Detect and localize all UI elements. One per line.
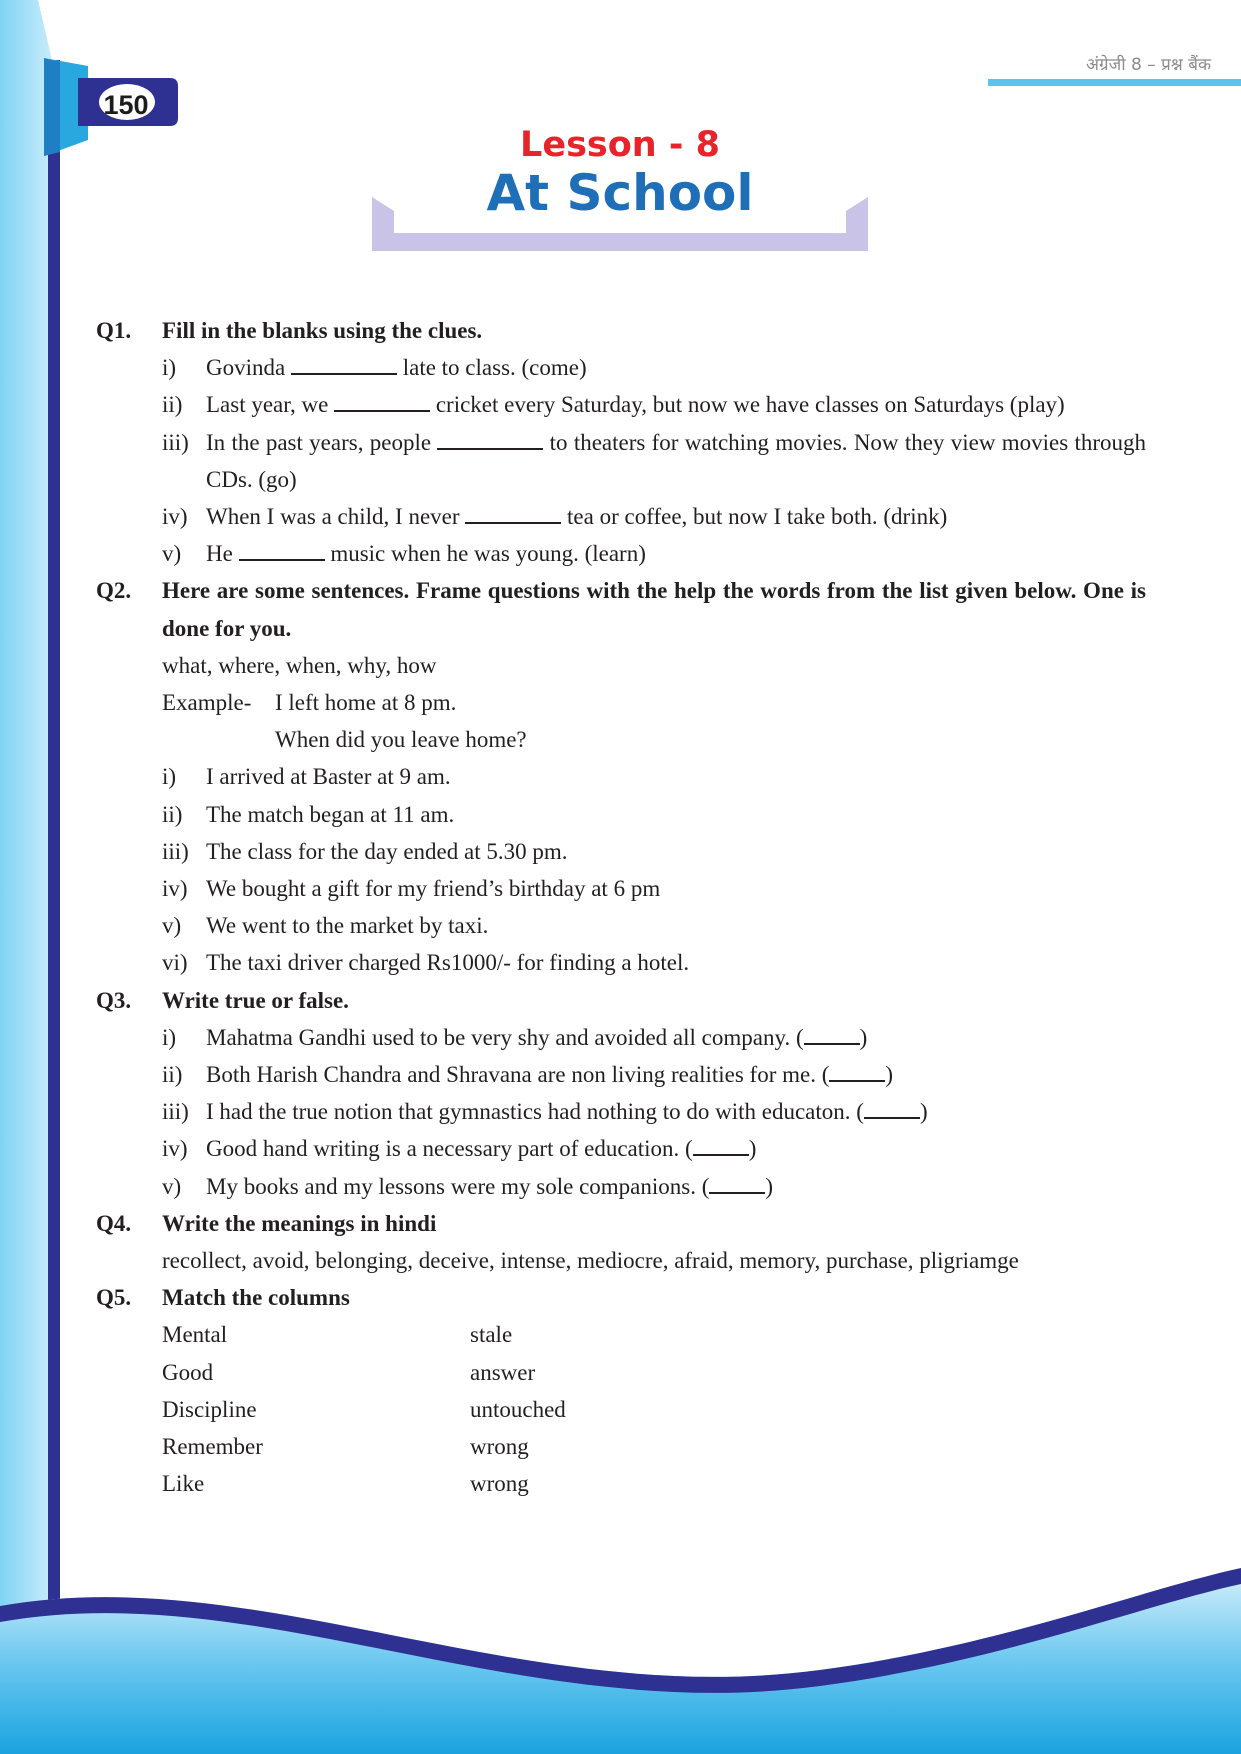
item-text: The taxi driver charged Rs1000/- for finding a hotel.	[206, 950, 690, 976]
bottom-wave-decoration	[0, 1540, 1241, 1754]
item-text: Good hand writing is a necessary part of education. (	[206, 1136, 693, 1162]
column-a-item: Good	[162, 1359, 214, 1385]
worksheet-content	[96, 312, 1146, 1503]
item-text: music when he was young. (learn)	[330, 541, 646, 567]
page-number: 150	[103, 90, 149, 120]
item-text: tea or coffee, but now I take both. (drink)	[567, 504, 948, 530]
list-item	[162, 870, 1146, 907]
question-1	[96, 312, 1146, 349]
match-columns	[162, 1316, 1146, 1502]
question-number: Q3.	[96, 987, 132, 1013]
item-text: Govinda	[206, 355, 286, 381]
column-b-item: stale	[470, 1322, 513, 1348]
column-a-item: Mental	[162, 1322, 228, 1348]
item-number: iv)	[162, 504, 188, 530]
item-text: We went to the market by taxi.	[206, 913, 489, 939]
list-item	[162, 907, 1146, 944]
item-number: i)	[162, 355, 177, 381]
column-b-item: untouched	[470, 1396, 566, 1422]
answer-blank[interactable]	[291, 355, 397, 375]
answer-blank[interactable]	[693, 1136, 749, 1156]
item-text: )	[919, 1099, 928, 1125]
match-row	[162, 1428, 1146, 1465]
column-b-item: wrong	[470, 1471, 529, 1497]
item-number: iii)	[162, 1099, 189, 1125]
word-list: recollect, avoid, belonging, deceive, intense, mediocre, afraid, memory, purchase, pligriamge	[162, 1248, 1019, 1274]
list-item	[162, 1093, 1146, 1130]
item-number: i)	[162, 764, 177, 790]
list-item	[162, 386, 1146, 423]
question-number: Q1.	[96, 318, 132, 343]
example-row	[162, 684, 1146, 721]
answer-blank[interactable]	[864, 1099, 920, 1119]
question-text: Write the meanings in hindi	[162, 1210, 437, 1236]
list-item	[162, 796, 1146, 833]
item-text: )	[859, 1024, 868, 1050]
match-row	[162, 1465, 1146, 1502]
example-label: Example-	[162, 690, 252, 716]
answer-blank[interactable]	[804, 1025, 860, 1045]
question-number: Q5.	[96, 1285, 132, 1311]
column-a-item: Like	[162, 1471, 205, 1497]
list-item	[162, 349, 1146, 386]
item-text: Both Harish Chandra and Shravana are non living realities for me. (	[206, 1062, 830, 1088]
item-number: i)	[162, 1024, 177, 1050]
item-number: v)	[162, 1173, 182, 1199]
answer-blank[interactable]	[334, 392, 430, 412]
item-text: When I was a child, I never	[206, 504, 460, 530]
item-text: )	[885, 1062, 894, 1088]
question-text: Write true or false.	[162, 987, 349, 1013]
item-text: In the past years, people	[206, 429, 432, 455]
list-item	[162, 424, 1146, 498]
lesson-number: Lesson - 8	[520, 125, 720, 165]
item-number: iii)	[162, 429, 189, 455]
item-number: iii)	[162, 838, 189, 864]
item-text: He	[206, 541, 233, 567]
answer-blank[interactable]	[829, 1062, 885, 1082]
list-item	[162, 944, 1146, 981]
header-rule	[988, 79, 1241, 86]
item-number: ii)	[162, 392, 183, 418]
item-text: late to class. (come)	[402, 355, 587, 381]
column-b-item: wrong	[470, 1434, 529, 1460]
item-number: v)	[162, 541, 182, 567]
list-item	[162, 498, 1146, 535]
question-4	[96, 1205, 1146, 1242]
match-row	[162, 1354, 1146, 1391]
item-number: iv)	[162, 1136, 188, 1162]
question-number: Q4.	[96, 1210, 132, 1236]
answer-blank[interactable]	[239, 541, 325, 561]
list-item	[162, 758, 1146, 795]
list-item	[162, 1130, 1146, 1167]
item-number: v)	[162, 913, 182, 939]
question-text: Fill in the blanks using the clues.	[162, 318, 483, 343]
example-sentence: I left home at 8 pm.	[275, 690, 457, 716]
column-a-item: Remember	[162, 1434, 263, 1460]
match-row	[162, 1391, 1146, 1428]
question-text: Here are some sentences. Frame questions with the help the words from the list given below. One is done for you.	[162, 578, 1146, 641]
item-text: cricket every Saturday, but now we have classes on Saturdays (play)	[435, 392, 1065, 418]
answer-blank[interactable]	[465, 504, 561, 524]
item-number: ii)	[162, 1062, 183, 1088]
item-number: vi)	[162, 950, 188, 976]
column-a-item: Discipline	[162, 1396, 257, 1422]
column-b-item: answer	[470, 1359, 536, 1385]
item-text: My books and my lessons were my sole companions. (	[206, 1173, 710, 1199]
item-text: I arrived at Baster at 9 am.	[206, 764, 451, 790]
item-text: Last year, we	[206, 392, 329, 418]
item-text: )	[765, 1173, 774, 1199]
question-5	[96, 1279, 1146, 1316]
question-number: Q2.	[96, 578, 132, 604]
match-row	[162, 1316, 1146, 1353]
item-text: )	[748, 1136, 757, 1162]
list-item	[162, 1056, 1146, 1093]
item-text: Mahatma Gandhi used to be very shy and avoided all company. (	[206, 1024, 804, 1050]
answer-blank[interactable]	[709, 1174, 765, 1194]
word-list: what, where, when, why, how	[162, 652, 437, 678]
item-text: to theaters for watching movies. Now they view movies through CDs. (go)	[206, 429, 1146, 492]
running-header-title: अंग्रेजी 8 – प्रश्न बैंक	[1086, 55, 1211, 75]
item-number: ii)	[162, 801, 183, 827]
item-number: iv)	[162, 876, 188, 902]
list-item	[162, 833, 1146, 870]
question-2	[96, 572, 1146, 646]
item-text: The class for the day ended at 5.30 pm.	[206, 838, 568, 864]
item-text: We bought a gift for my friend’s birthday at 6 pm	[206, 876, 661, 902]
list-item	[162, 1168, 1146, 1205]
example-question: When did you leave home?	[275, 727, 527, 753]
list-item	[162, 535, 1146, 572]
item-text: I had the true notion that gymnastics had nothing to do with educaton. (	[206, 1099, 864, 1125]
answer-blank[interactable]	[437, 430, 543, 450]
question-text: Match the columns	[162, 1285, 350, 1311]
list-item	[162, 1019, 1146, 1056]
item-text: The match began at 11 am.	[206, 801, 455, 827]
question-3	[96, 982, 1146, 1019]
lesson-title: At School	[486, 164, 754, 222]
